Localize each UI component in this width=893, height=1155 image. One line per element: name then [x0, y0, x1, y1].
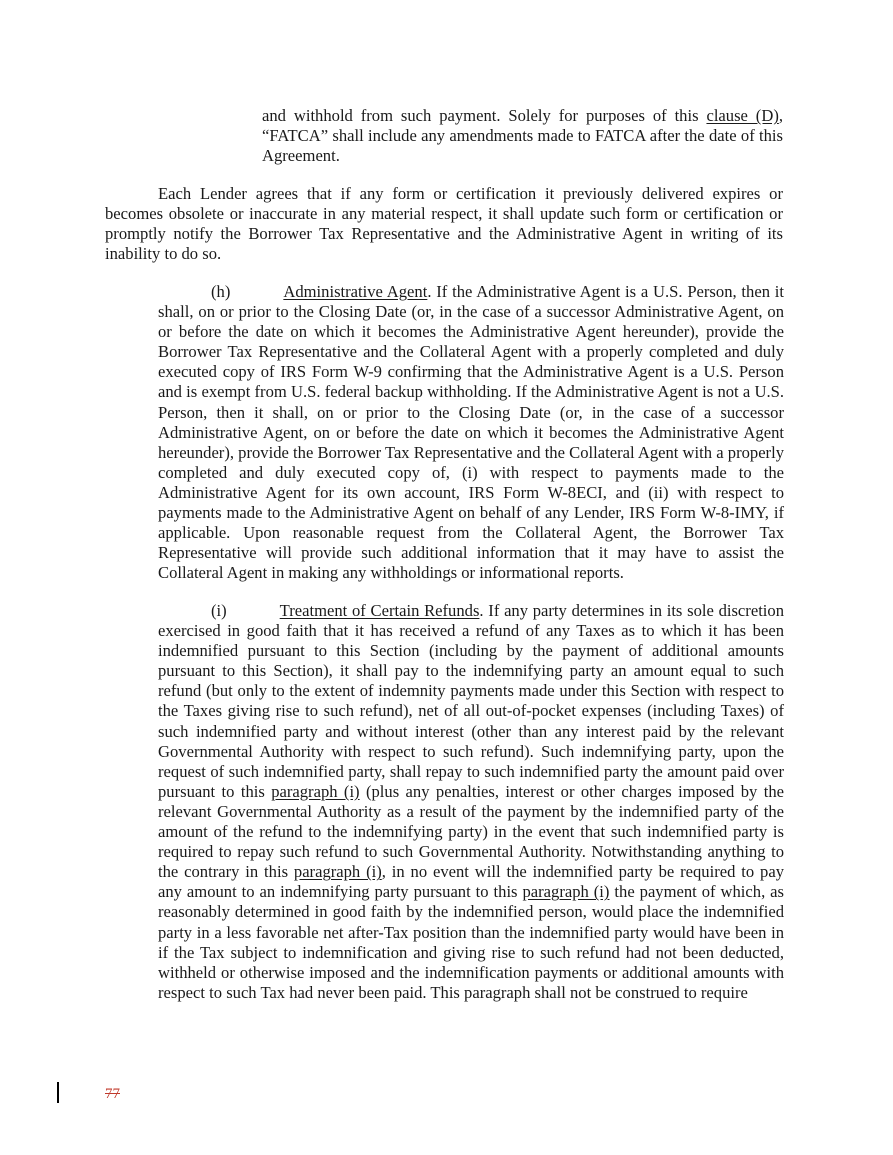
paragraph-text: , in no event will the indemnified party be required to pay any amount to an indemnifying party pursuant to this	[158, 862, 784, 902]
paragraph-text: Each Lender agrees that if any form or certification it previously delivered expires or becomes obsolete or inaccurate in any material respect, it shall update such form or certification or promptly notify the Borrower Tax Representative and the Administrative Agent in writing of its inability to do so.	[105, 184, 783, 264]
paragraph-h-administrative-agent	[158, 282, 784, 583]
paragraph-label: (h)	[211, 282, 231, 301]
paragraph-fatca-continuation	[262, 106, 783, 166]
revision-change-bar	[57, 1082, 59, 1103]
paragraph-lender-forms	[105, 184, 783, 264]
clause-d-reference: clause (D)	[706, 106, 779, 125]
paragraph-i-reference: paragraph (i)	[293, 862, 382, 882]
paragraph-i-reference: paragraph (i)	[271, 781, 360, 801]
paragraph-text: , “FATCA” shall include any amendments made to FATCA after the date of this Agreement.	[262, 106, 784, 166]
paragraph-text: . If any party determines in its sole discretion exercised in good faith that it has received a refund of any Taxes as to which it has been indemnified pursuant to this Section (including by the payment of additional amounts pursuant to this Section), it shall pay to the indemnifying party an amount equal to such refund (but only to the extent of indemnity payments made under this Section with respect to the Taxes giving rise to such refund), net of all out-of-pocket expenses (including Taxes) of such indemnified party and without interest (other than any interest paid by the relevant Governmental Authority with respect to such refund). Such indemnifying party, upon the request of such indemnified party, shall repay to such indemnified party the amount paid over pursuant to this	[158, 601, 785, 801]
section-heading: Treatment of Certain Refunds	[279, 601, 480, 620]
paragraph-label: (i)	[211, 601, 227, 620]
page-number: 77	[105, 1086, 120, 1102]
paragraph-text: . If the Administrative Agent is a U.S. Person, then it shall, on or prior to the Closing Date (or, in the case of a successor Administrative Agent, on or before the date on which it becomes the Administrative Agent hereunder), provide the Borrower Tax Representative and the Collateral Agent with a properly completed and duly executed copy of IRS Form W-9 confirming that the Administrative Agent is a U.S. Person and is exempt from U.S. federal backup withholding. If the Administrative Agent is not a U.S. Person, then it shall, on or prior to the Closing Date (or, in the case of a successor Administrative Agent, on or before the date on which it becomes the Administrative Agent hereunder), provide the Borrower Tax Representative and the Collateral Agent with a properly completed and duly executed copy of, (i) with respect to payments made to the Administrative Agent for its own account, IRS Form W-8ECI, and (ii) with respect to payments made to the Administrative Agent on behalf of any Lender, IRS Form W-8-IMY, if applicable. Upon reasonable request from the Collateral Agent, the Borrower Tax Representative will provide such additional information that it may have to assist the Collateral Agent in making any withholdings or informational reports.	[158, 282, 784, 583]
section-heading: Administrative Agent	[283, 282, 428, 301]
paragraph-text: (plus any penalties, interest or other charges imposed by the relevant Governmental Authority as a result of the payment by the indemnified party of the amount of the refund to the indemnifying party) in the event that such indemnified party is required to repay such refund to such Governmental Authority. Notwithstanding anything to the contrary in this	[158, 781, 784, 882]
paragraph-i-reference: paragraph (i)	[522, 882, 610, 902]
paragraph-i-treatment-of-refunds	[158, 601, 784, 1003]
paragraph-text: and withhold from such payment. Solely for purposes of this	[262, 106, 707, 125]
paragraph-text: the payment of which, as reasonably determined in good faith by the indemnified person, would place the indemnified party in a less favorable net after-Tax position than the indemnified party would have been in if the Tax subject to indemnification and giving rise to such refund had not been deducted, withheld or otherwise imposed and the indemnification payments or additional amounts with respect to such Tax had never been paid. This paragraph shall not be construed to require	[158, 882, 785, 1002]
